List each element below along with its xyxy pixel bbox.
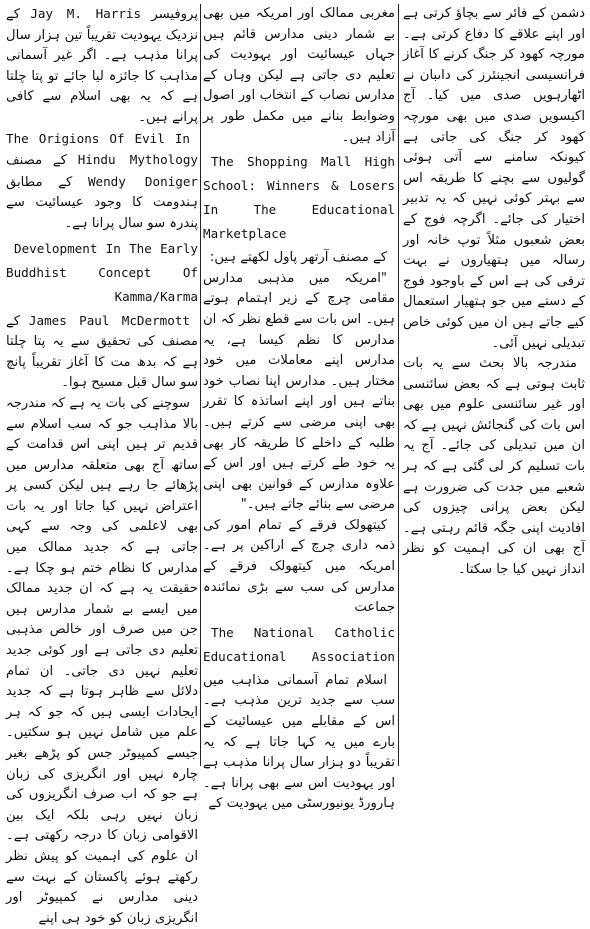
paragraph: سوچنے کی بات یہ ہے کہ مندرجہ بالا مذاہب جو کہ سب اسلام سے قدیم تر ہیں اپنی اس قدامت کے ساتھ آج بھی متعلقہ مدارس میں پڑھائے جا رہے ہیں لیکن کسی پر اعتراض نہیں کیا جاتا اور یہ بات بھی لاعلمی کی وجہ سے کہی جاتی ہے کہ جدید ممالک میں مدارس کا نظام ختم ہو چکا ہے۔ حقیقت یہ ہے کہ ان جدید ممالک میں ایسے بے شمار مدارس ہیں جن میں صرف اور خالص مذہبی تعلیم دی جاتی ہے اور کوئی جدید تعلیم نہیں دی جاتی۔ ان تمام دلائل سے ظاہر ہوتا ہے کہ جدید ایجادات ایسی ہیں کہ جو کہ ہر علم میں شامل نہیں ہو سکتیں۔ جیسے کمپیوٹر جس کو پڑھے بغیر چارہ نہیں اور انگریزی کی زبان ہے جو کہ اب صرف انگریزوں کی زبان نہیں رہی بلکہ ایک بین الاقوامی زبان کا درجہ رکھتی ہے۔ ان علوم کی اہمیت کو پیش نظر رکھتے ہوئے پاکستان کے بہت سے دینی مدارس نے کمپیوٹر اور انگریزی زبان کو خود ہی اپنے: [6, 395, 198, 926]
column-divider: [200, 4, 201, 766]
text-span: پروفیسر: [151, 7, 198, 22]
text-span: کے مطابق ہندومت کا وجود عیسائیت سے پندرہ سو سال پرانا ہے۔: [6, 174, 198, 231]
paragraph: [6, 311, 198, 394]
text-span: کے نزدیک یہودیت تقریباً تین ہزار سال پرانا مذہب ہے۔ اگر غیر آسمانی مذاہب کا جائزہ لیا جائے تو پتا چلتا ہے کہ یہ بھی اسلام سے کافی پرانے ہیں۔: [6, 7, 198, 125]
article-column-right: [403, 4, 585, 768]
person-name: Jay M. Harris: [30, 6, 142, 21]
book-title-quote: The Shopping Mall High School: Winners & Losers In The Educational Marketplace: [203, 154, 395, 242]
paragraph: کے مصنف آرتھر پاول لکھتے ہیں:: [209, 250, 387, 266]
paragraph: مغربی ممالک اور امریکہ میں بھی بے شمار دینی مدارس قائم ہیں جہاں عیسائیت اور یہودیت کی تعلیم دی جاتی ہے لیکن وہاں کے مدارس نصاب کے انتخاب اور اصول وضوابط بنانے میں مکمل طور پر آزاد ہیں۔: [203, 6, 395, 145]
paragraph: دشمن کے فائر سے بچاؤ کرتی ہے اور اپنے علاقے کا دفاع کرتی ہے۔ مورچہ کھود کر جنگ کرنے کا آغاز فرانسیسی انجینئرز کی داںبان نے اٹھارہویں صدی میں کیا۔ آج اکیسویں صدی میں بھی مورچہ کھود کر جنگ کی جاتی ہے کیونکہ سامنے سے آتی ہوئی گولیوں سے بچنے کا طریقہ اس سے بہتر کوئی نہیں کہ یہ تدبیر اختیار کی جائے۔ اگرچہ فوج کے بعض شعبوں مثلاً توپ خانہ اور رسالہ میں ہتھیاروں نے بہت ترقی کی ہے اس کے باوجود فوج کے دستے میں جو ہتھیار استعمال کیے جاتے ہیں ان میں کوئی خاص تبدیلی نہیں آئی۔: [403, 6, 585, 351]
paragraph: [6, 4, 198, 129]
article-column-middle: [203, 4, 395, 812]
organization-name-quote: The National Catholic Educational Association: [203, 624, 395, 664]
paragraph: اسلام تمام آسمانی مذاہب میں سب سے جدید ترین مذہب ہے۔ اس کے مقابلے میں عیسائیت کے بارے میں یہ کہا جاتا ہے کہ یہ تقریباً دو ہزار سال پرانا مذہب ہے اور یہودیت اس سے بھی پرانا ہے۔ ہارورڈ یونیورسٹی میں یہودیت کے: [203, 672, 395, 812]
paragraph: [6, 129, 198, 235]
person-name: Wendy Doniger: [87, 173, 198, 189]
person-name: James Paul McDermott: [28, 312, 190, 328]
paragraph: کیتھولک فرقے کے تمام امور کی ذمہ داری چرچ کے اراکین پر ہے۔ امریکہ میں کیتھولک فرقے کے مدارس کی سب سے بڑی نمائندہ جماعت: [203, 517, 395, 616]
paragraph: مندرجہ بالا بحث سے یہ بات ثابت ہوتی ہے کہ بعض سائنسی اور غیر سائنسی علوم میں بھی اس بات کی گنجائش نہیں ہے کہ ان میں تبدیلی کی جائے۔ آج یہ بات تسلیم کر لی گئی ہے کہ ہر شعبے میں جدت کی ضرورت ہے لیکن بعض پرانی چیزوں کی افادیت اپنی جگہ قائم رہتی ہے۔ آج بھی ان کی اہمیت کو نظر انداز نہیں کیا جا سکتا۔: [403, 356, 585, 578]
article-column-left: [6, 4, 198, 926]
text-span: کے مصنف: [6, 153, 67, 169]
text-span: کے مصنف کی تحقیق سے یہ پتا چلتا ہے کہ بدھ مت کا آغاز تقریباً پانچ سو سال قبل مسیح ہوا۔: [6, 313, 198, 391]
column-divider: [398, 4, 399, 766]
quoted-paragraph: "امریکہ میں مذہبی مدارس مقامی چرچ کے زیر اہتمام ہوتے ہیں۔ اس بات سے قطع نظر کہ ان مدارس کا نظم کیسا ہے، یہ مدارس اپنے معاملات میں خود مختار ہیں۔ مدارس اپنا نصاب خود بناتے ہیں اور اپنے اساتذہ کا تقرر بھی اپنی مرضی سے کرتے ہیں۔ طلبہ کے داخلے کا طریقہ کار بھی یہ خود طے کرتے ہیں اور اس کے علاوہ مدارس کے قوانین بھی اپنی مرضی سے بنائے جاتے ہیں۔": [203, 270, 395, 513]
book-title-quote: Development In The Early Buddhist Concept Of Kamma/Karma: [6, 240, 198, 304]
book-title: The Origions Of Evil In Hindu Mythology: [6, 130, 198, 168]
